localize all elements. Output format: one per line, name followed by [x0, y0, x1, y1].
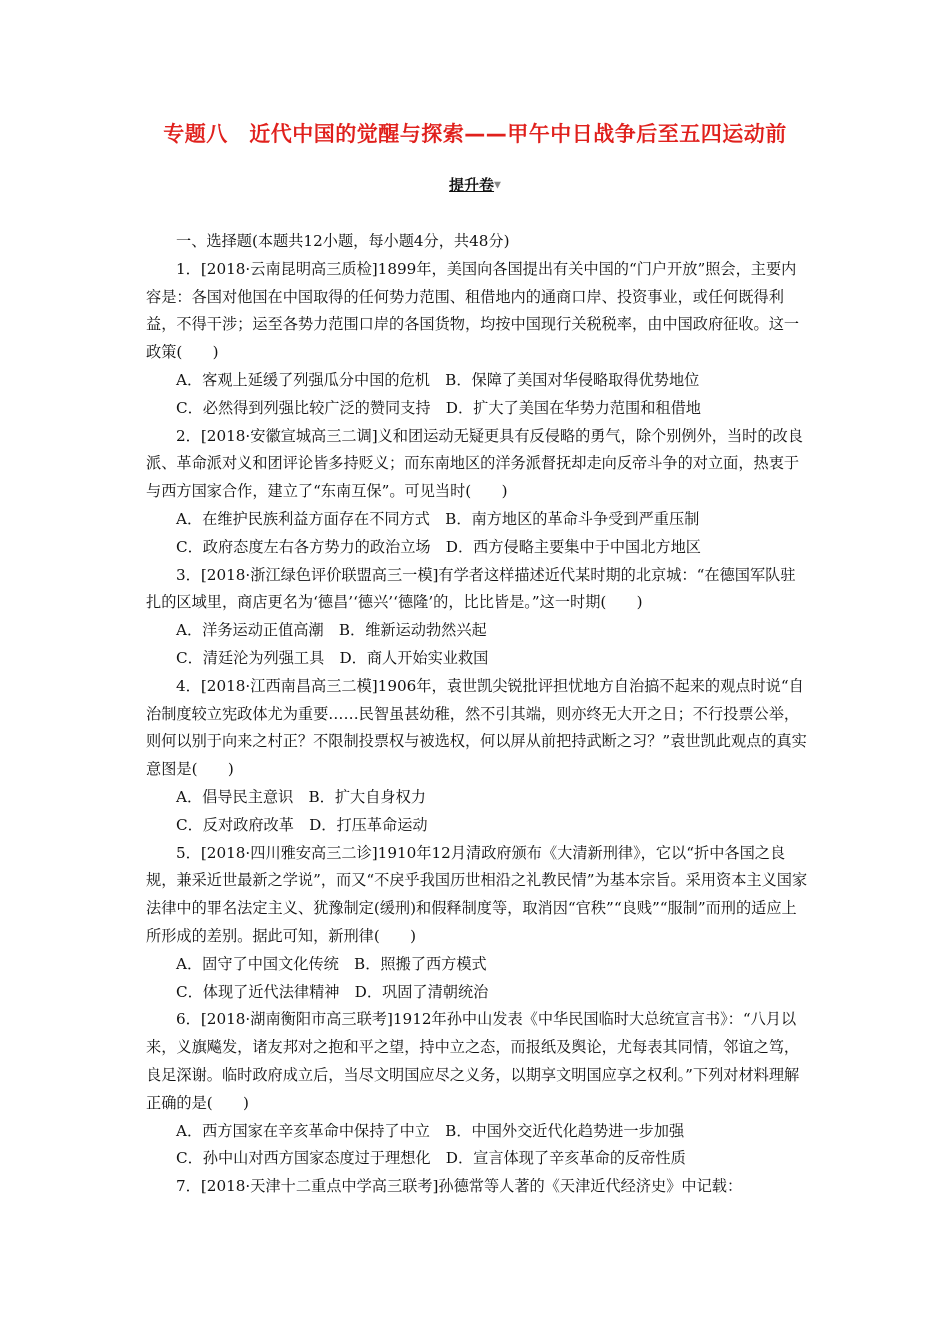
answer-option: C．孙中山对西方国家态度过于理想化 D．宣言体现了辛亥革命的反帝性质 — [176, 1149, 686, 1168]
triangle-down-icon: ▼ — [494, 180, 501, 191]
answer-option: A．西方国家在辛亥革命中保持了中立 B．中国外交近代化趋势进一步加强 — [176, 1121, 685, 1140]
question-stem: 6．[2018·湖南衡阳市高三联考]1912年孙中山发表《中华民国临时大总统宣言书》：“八月以来，义旗飚发，诸友邦对之抱和平之望，持中立之态，而报纸及舆论，尤每表其同情，邻谊之笃，良足深谢。临时政府成立后，当尽文明国应尽之义务，以期享文明国应享之权利。”下列对材料理解正确的是( ) — [146, 1010, 800, 1112]
answer-option: C．政府态度左右各方势力的政治立场 D．西方侵略主要集中于中国北方地区 — [176, 537, 701, 556]
answer-option: C．必然得到列强比较广泛的赞同支持 D．扩大了美国在华势力范围和租借地 — [176, 398, 701, 417]
page-subtitle — [0, 174, 950, 195]
subtitle-text: 提升卷 — [449, 176, 495, 194]
answer-option: C．反对政府改革 D．打压革命运动 — [176, 815, 428, 834]
question-stem: 1．[2018·云南昆明高三质检]1899年，美国向各国提出有关中国的“门户开放”照会，主要内容是：各国对他国在中国取得的任何势力范围、租借地内的通商口岸、投资事业，或任何既得利益，不得干涉；运至各势力范围口岸的各国货物，均按中国现行关税税率，由中国政府征收。这一政策( ) — [146, 259, 800, 362]
question-stem: 2．[2018·安徽宣城高三二调]义和团运动无疑更具有反侵略的勇气，除个别例外，当时的改良派、革命派对义和团评论皆多持贬义；而东南地区的洋务派督抚却走向反帝斗争的对立面，热衷于与西方国家合作，建立了“东南互保”。可见当时( ) — [146, 426, 803, 501]
question-stem: 7．[2018·天津十二重点中学高三联考]孙德常等人著的《天津近代经济史》中记载： — [176, 1177, 743, 1196]
question-stem: 5．[2018·四川雅安高三二诊]1910年12月清政府颁布《大清新刑律》，它以“折中各国之良规，兼采近世最新之学说”，而又“不戾乎我国历世相沿之礼教民情”为基本宗旨。采用资本主义国家法律中的罪名法定主义、犹豫制定(缓刑)和假释制度等，取消因“官秩”“良贱”“服制”而刑的适应上所形成的差别。据此可知，新刑律( ) — [146, 843, 808, 945]
answer-option: A．倡导民主意识 B．扩大自身权力 — [176, 787, 426, 806]
answer-option: A．洋务运动正值高潮 B．维新运动勃然兴起 — [176, 621, 487, 640]
section-heading: 一、选择题(本题共12小题，每小题4分，共48分) — [176, 232, 510, 250]
question-stem: 4．[2018·江西南昌高三二模]1906年，袁世凯尖锐批评担忧地方自治搞不起来的观点时说“自治制度较立宪政体尤为重要……民智虽甚幼稚，然不引其端，则亦终无大开之日；不行投票公举，则何以别于向来之村正？不限制投票权与被选权，何以屏从前把持武断之习？”袁世凯此观点的真实意图是( ) — [146, 676, 807, 779]
answer-option: C．清廷沦为列强工具 D．商人开始实业救国 — [176, 648, 489, 667]
question-body — [146, 228, 810, 1201]
question-stem: 3．[2018·浙江绿色评价联盟高三一模]有学者这样描述近代某时期的北京城：“在德国军队驻扎的区域里，商店更名为‘德昌’‘德兴’‘德隆’的，比比皆是。”这一时期( ) — [146, 565, 796, 612]
answer-option: A．在维护民族利益方面存在不同方式 B．南方地区的革命斗争受到严重压制 — [176, 509, 700, 528]
answer-option: C．体现了近代法律精神 D．巩固了清朝统治 — [176, 982, 489, 1001]
page-title: 专题八 近代中国的觉醒与探索——甲午中日战争后至五四运动前 — [163, 122, 787, 146]
answer-option: A．固守了中国文化传统 B．照搬了西方模式 — [176, 954, 487, 973]
answer-option: A．客观上延缓了列强瓜分中国的危机 B．保障了美国对华侵略取得优势地位 — [176, 370, 700, 389]
